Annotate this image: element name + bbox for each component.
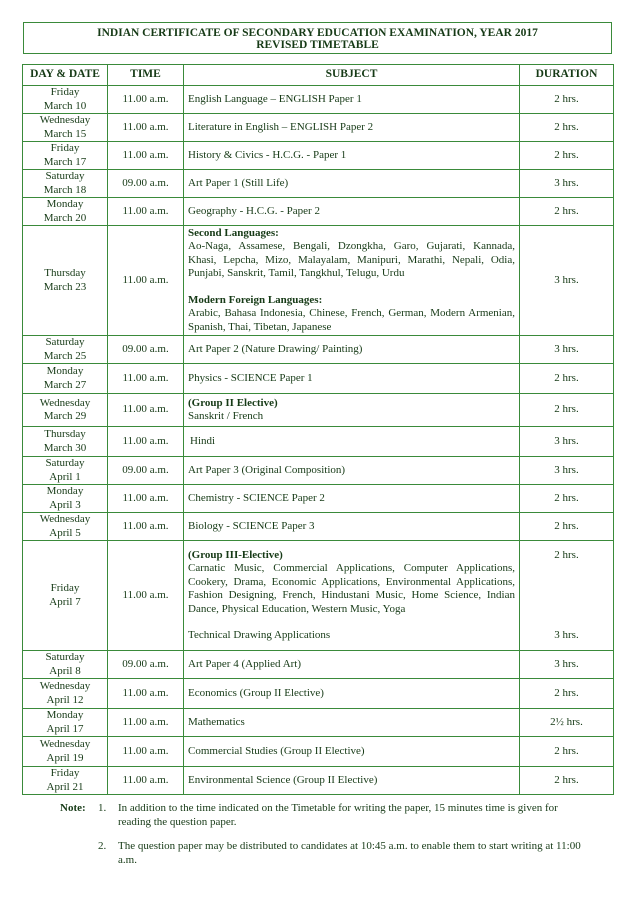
day-date-cell	[23, 541, 108, 651]
day: Friday	[50, 767, 80, 779]
table-row	[23, 394, 614, 427]
time-cell: 11.00 a.m.	[108, 767, 184, 795]
date: March 27	[43, 378, 87, 391]
subject-cell: Physics - SCIENCE Paper 1	[184, 364, 520, 394]
day-date-cell	[23, 198, 108, 226]
date: April 21	[46, 780, 84, 793]
duration-cell: 2 hrs.	[520, 394, 614, 427]
duration-cell: 2 hrs.	[520, 513, 614, 541]
time-cell: 11.00 a.m.	[108, 394, 184, 427]
day-date-cell	[23, 114, 108, 142]
date: March 18	[43, 183, 87, 196]
duration-cell: 3 hrs.	[520, 651, 614, 679]
date: March 20	[43, 211, 87, 224]
date: March 23	[43, 280, 87, 293]
table-row	[23, 709, 614, 737]
day-date-cell	[23, 86, 108, 114]
group-subjects: Sanskrit / French	[188, 410, 264, 422]
day-date-cell	[23, 709, 108, 737]
date: March 25	[43, 349, 87, 362]
day-date-cell	[23, 651, 108, 679]
duration-cell: 2 hrs.	[520, 364, 614, 394]
duration-cell: 3 hrs.	[520, 457, 614, 485]
subject-cell: English Language – ENGLISH Paper 1	[184, 86, 520, 114]
time-cell: 11.00 a.m.	[108, 709, 184, 737]
col-header-day: DAY & DATE	[23, 65, 108, 86]
subject-cell: Art Paper 4 (Applied Art)	[184, 651, 520, 679]
subject-cell: Environmental Science (Group II Elective)	[184, 767, 520, 795]
duration-cell: 2 hrs.	[520, 737, 614, 767]
note-item	[56, 839, 586, 867]
day: Monday	[46, 365, 84, 377]
subject-cell: Art Paper 2 (Nature Drawing/ Painting)	[184, 336, 520, 364]
subject-cell: Art Paper 1 (Still Life)	[184, 170, 520, 198]
table-row	[23, 679, 614, 709]
timetable	[22, 64, 614, 795]
group-heading: (Group II Elective)	[188, 396, 278, 409]
notes-section	[56, 801, 586, 877]
date: March 10	[43, 99, 87, 112]
day: Wednesday	[39, 513, 91, 525]
table-row	[23, 364, 614, 394]
day-date-cell	[23, 170, 108, 198]
subject-cell: Chemistry - SCIENCE Paper 2	[184, 485, 520, 513]
col-header-subject: SUBJECT	[184, 65, 520, 86]
duration-technical-drawing: 3 hrs.	[554, 628, 579, 641]
day-date-cell	[23, 427, 108, 457]
time-cell: 09.00 a.m.	[108, 651, 184, 679]
day-date-cell	[23, 226, 108, 336]
day: Wednesday	[39, 114, 91, 126]
day-date-cell	[23, 364, 108, 394]
date: March 30	[43, 441, 87, 454]
subject-cell	[184, 226, 520, 336]
time-cell: 09.00 a.m.	[108, 336, 184, 364]
foreign-languages-heading: Modern Foreign Languages:	[188, 293, 323, 306]
table-row	[23, 541, 614, 651]
time-cell: 11.00 a.m.	[108, 485, 184, 513]
duration-group-iii: 2 hrs.	[554, 549, 579, 561]
day: Saturday	[45, 336, 85, 348]
note-text: The question paper may be distributed to candidates at 10:45 a.m. to enable them to start writing at 11:00 a.m.	[118, 840, 581, 866]
duration-cell: 3 hrs.	[520, 336, 614, 364]
day-date-cell	[23, 513, 108, 541]
duration-cell: 3 hrs.	[520, 427, 614, 457]
date: March 17	[43, 155, 87, 168]
subject-cell	[184, 541, 520, 651]
day: Wednesday	[39, 738, 91, 750]
header-row	[23, 65, 614, 86]
time-cell: 11.00 a.m.	[108, 142, 184, 170]
day: Friday	[50, 142, 80, 154]
duration-cell: 2 hrs.	[520, 679, 614, 709]
group-subjects: Carnatic Music, Commercial Applications, Computer Applications, Cookery, Drama, Economic Applications, Environmental Applications, Fashion Designing, French, Hindustani Music, Home Science, Indian Dance, Physical Education, Western Music, Yoga	[188, 562, 515, 615]
note-item	[56, 801, 586, 829]
time-cell: 11.00 a.m.	[108, 541, 184, 651]
date: April 8	[49, 664, 81, 677]
time-cell: 09.00 a.m.	[108, 457, 184, 485]
day: Thursday	[44, 428, 86, 440]
date: April 1	[49, 470, 81, 483]
note-number: 1.	[98, 802, 107, 814]
note-number: 2.	[98, 840, 107, 852]
table-row	[23, 457, 614, 485]
date: April 12	[46, 693, 84, 706]
subject-cell: Commercial Studies (Group II Elective)	[184, 737, 520, 767]
duration-cell: 2 hrs.	[520, 767, 614, 795]
time-cell: 11.00 a.m.	[108, 427, 184, 457]
time-cell: 11.00 a.m.	[108, 364, 184, 394]
table-row	[23, 336, 614, 364]
day: Monday	[46, 485, 84, 497]
subject-cell	[184, 394, 520, 427]
duration-cell: 2 hrs.	[520, 198, 614, 226]
day-date-cell	[23, 336, 108, 364]
table-row	[23, 651, 614, 679]
time-cell: 11.00 a.m.	[108, 114, 184, 142]
time-cell: 11.00 a.m.	[108, 226, 184, 336]
duration-cell: 2 hrs.	[520, 142, 614, 170]
document-title-box	[23, 22, 612, 54]
day: Saturday	[45, 651, 85, 663]
table-row	[23, 170, 614, 198]
table-row	[23, 767, 614, 795]
day-date-cell	[23, 679, 108, 709]
col-header-time: TIME	[108, 65, 184, 86]
time-cell: 11.00 a.m.	[108, 198, 184, 226]
table-row	[23, 86, 614, 114]
date: April 5	[49, 526, 81, 539]
technical-drawing-subject: Technical Drawing Applications	[188, 629, 331, 641]
table-row	[23, 427, 614, 457]
table-row	[23, 513, 614, 541]
day-date-cell	[23, 457, 108, 485]
duration-cell: 3 hrs.	[520, 170, 614, 198]
date: April 7	[49, 595, 81, 608]
table-row	[23, 226, 614, 336]
document-subtitle: REVISED TIMETABLE	[256, 39, 379, 51]
table-row	[23, 485, 614, 513]
foreign-languages-list: Arabic, Bahasa Indonesia, Chinese, French, German, Modern Armenian, Spanish, Thai, Tibetan, Japanese	[188, 307, 515, 333]
day: Monday	[46, 198, 84, 210]
time-cell: 11.00 a.m.	[108, 737, 184, 767]
second-languages-list: Ao-Naga, Assamese, Bengali, Dzongkha, Garo, Gujarati, Kannada, Khasi, Lepcha, Mizo, Malayalam, Manipuri, Marathi, Nepali, Odia, Punjabi, Sanskrit, Tamil, Tangkhul, Telugu, Urdu	[188, 240, 515, 280]
col-header-duration: DURATION	[520, 65, 614, 86]
date: March 29	[43, 410, 87, 422]
time-cell: 11.00 a.m.	[108, 86, 184, 114]
date: April 17	[46, 722, 84, 735]
subject-cell: History & Civics - H.C.G. - Paper 1	[184, 142, 520, 170]
day-date-cell	[23, 737, 108, 767]
subject-cell: Geography - H.C.G. - Paper 2	[184, 198, 520, 226]
subject-cell: Economics (Group II Elective)	[184, 679, 520, 709]
time-cell: 11.00 a.m.	[108, 513, 184, 541]
group-heading: (Group III-Elective)	[188, 548, 283, 561]
subject-cell: Art Paper 3 (Original Composition)	[184, 457, 520, 485]
date: April 19	[46, 751, 84, 764]
note-text: In addition to the time indicated on the Timetable for writing the paper, 15 minutes time is given for reading the question paper.	[118, 802, 558, 828]
subject-cell: Hindi	[184, 427, 520, 457]
day-date-cell	[23, 394, 108, 427]
day: Monday	[46, 709, 84, 721]
time-cell: 09.00 a.m.	[108, 170, 184, 198]
subject-cell: Literature in English – ENGLISH Paper 2	[184, 114, 520, 142]
table-row	[23, 198, 614, 226]
document-title: INDIAN CERTIFICATE OF SECONDARY EDUCATION EXAMINATION, YEAR 2017	[97, 27, 538, 39]
table-row	[23, 737, 614, 767]
duration-cell: 2 hrs.	[520, 114, 614, 142]
date: April 3	[49, 498, 81, 511]
duration-cell	[520, 541, 614, 651]
day-date-cell	[23, 485, 108, 513]
day: Friday	[50, 86, 80, 98]
day: Thursday	[44, 267, 86, 279]
date: March 15	[43, 127, 87, 140]
day: Saturday	[45, 457, 85, 469]
duration-cell: 2½ hrs.	[520, 709, 614, 737]
day: Friday	[50, 582, 80, 594]
day: Saturday	[45, 170, 85, 182]
day: Wednesday	[39, 680, 91, 692]
duration-cell: 3 hrs.	[520, 226, 614, 336]
table-row	[23, 142, 614, 170]
subject-cell: Mathematics	[184, 709, 520, 737]
second-languages-heading: Second Languages:	[188, 226, 279, 239]
time-cell: 11.00 a.m.	[108, 679, 184, 709]
day-date-cell	[23, 767, 108, 795]
subject-cell: Biology - SCIENCE Paper 3	[184, 513, 520, 541]
note-label: Note:	[60, 802, 86, 814]
day-date-cell	[23, 142, 108, 170]
day: Wednesday	[39, 396, 91, 409]
duration-cell: 2 hrs.	[520, 86, 614, 114]
table-row	[23, 114, 614, 142]
duration-cell: 2 hrs.	[520, 485, 614, 513]
